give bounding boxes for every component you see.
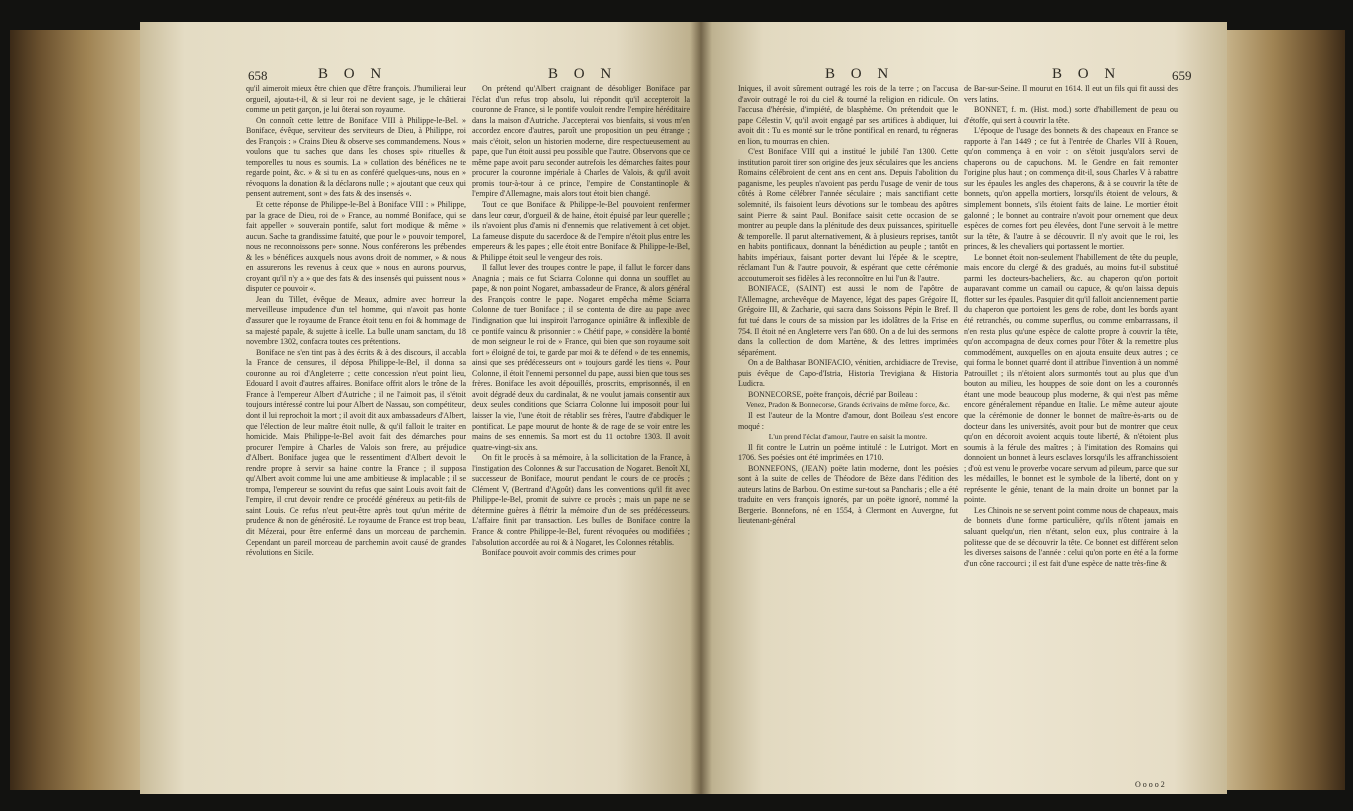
left-column-1 xyxy=(246,84,466,784)
right-page xyxy=(700,22,1227,794)
left-running-head-inner: B O N xyxy=(548,66,618,82)
left-page-number: 658 xyxy=(248,68,268,83)
right-running-head-inner: B O N xyxy=(825,66,895,82)
paragraph: BONNECORSE, poëte françois, décrié par Boileau : xyxy=(748,389,918,399)
right-column-1 xyxy=(738,84,958,784)
left-running-head-outer: B O N xyxy=(318,66,388,82)
paragraph: Les Chinois ne se servent point comme nous de chapeaux, mais de bonnets d'une forme particulière, qu'ils n'ôtent jamais en saluant quelqu'un, rien n'étant, selon eux, plus contraire à la politesse que de se découvrir la tête. Ce bonnet est différent selon les diverses saisons de l'année : celui qu'on porte en été a la forme d'un cône raccourci ; il est fait d'une espèce de natte très-fine & xyxy=(964,505,1178,568)
paragraph: Tout ce que Boniface & Philippe-le-Bel pouvoient renfermer dans leur cœur, d'orgueil & de haine, étoit épuisé par leur querelle ; ils n'avoient plus d'amis ni d'ennemis que relativement à cet objet. La fameuse dispute du sacerdoce & de l'empire n'étoit plus entre les empereurs & les papes ; elle étoit entre Boniface & Philippe-le-Bel, & Philippe étoit seul le vengeur des rois. xyxy=(472,200,690,262)
verse-quote: L'un prend l'éclat d'amour, l'autre en saisit la montre. xyxy=(768,432,928,442)
paragraph: qu'il aimeroit mieux être chien que d'être françois. J'humilierai leur orgueil, ajouta-t-il, & si leur roi ne devient sage, je le châtierai comme un petit garçon, je lui ôterai son royaume. xyxy=(246,84,466,115)
signature-mark: O o o o 2 xyxy=(1135,780,1165,789)
right-column-2 xyxy=(964,84,1178,784)
left-column-2 xyxy=(472,84,690,784)
left-page xyxy=(140,22,700,794)
paragraph: BONNET, f. m. (Hist. mod.) sorte d'habillement de peau ou d'étoffe, qui sert à couvrir la tête. xyxy=(964,105,1178,125)
paragraph: L'époque de l'usage des bonnets & des chapeaux en France se rapporte à l'an 1449 ; ce fut à l'entrée de Charles VII à Rouen, qu'on commença à en voir : on s'étoit jusqu'alors servi de chaperons ou de capuchons. M. le Gendre en fait remonter l'origine plus haut ; on commença dit-il, sous Charles V à rabattre sur les épaules les angles des chaperons, & à se couvrir la tête de bonnets, qu'on appella mortiers, lorsqu'ils étoient de velours, & simplement bonnets, s'ils étoient faits de laine. Le mortier étoit galonné ; le bonnet au contraire n'avoit pour ornement que deux espèces de cornes fort peu élevées, dont l'une servoit à le mettre sur la tête, & l'autre à se découvrir. Il n'y avoit que le roi, les princes, & les chevaliers qui portassent le mortier. xyxy=(964,126,1178,252)
book-gutter xyxy=(690,22,712,794)
paragraph: On connoît cette lettre de Boniface VIII à Philippe-le-Bel. » Boniface, évêque, serviteur des serviteurs de Dieu, à Philippe, roi des François : » Crains Dieu & observe ses commandemens. Nous » voulons que tu saches que dans les choses spi» rituelles & temporelles tu nous es soumis. La » collation des bénéfices ne te regarde point, &c. » & si tu en as conféré quelques-uns, nous en » révoquons la donation & la déclarons nulle ; » ajoutant que ceux qui pensent autrement, sont » des fats & des insensés «. xyxy=(246,115,466,199)
paragraph: C'est Boniface VIII qui a institué le jubilé l'an 1300. Cette institution paroit tirer son origine des jeux séculaires que les anciens Romains célébroient de cent ans en cent ans. Depuis l'abolition du paganisme, les peuples n'avoient pas perdu l'usage de venir de tous côtés à Rome célébrer l'année séculaire ; mais sanctifiant cette solemnité, ils faisoient leurs dévotions sur le tombeau des apôtres saint Pierre & saint Paul. Boniface saisit cette occasion de se montrer au peuple dans la plénitude des deux puissances, spirituelle & temporelle. Il parut alternativement, & à plusieurs reprises, tantôt en habits pontificaux, donnant la bénédiction au peuple ; tantôt en habits impériaux, faisant porter devant lui l'épée & le sceptre, réclamant l'un & l'autre pouvoir, & espérant que cette cérémonie accoutumeroit ses fidèles à les reconnoître en lui l'un & l'autre. xyxy=(738,147,958,283)
paragraph: BONNEFONS, (JEAN) poëte latin moderne, dont les poésies sont à la suite de celles de Théodore de Bèze dans l'édition des auteurs latins de Barbou. On estime sur-tout sa Pancharis ; elle a été traduite en vers françois ignorés, par un poëte ignoré, nommé la Bergerie. Bonnefons, né en 1554, à Clermont en Auvergne, fut lieutenant-général xyxy=(738,463,958,526)
paragraph: On fit le procès à sa mémoire, à la sollicitation de la France, à l'instigation des Colonnes & sur l'accusation de Nogaret. Benoît XI, successeur de Boniface, mourut pendant le cours de ce procès ; Clément V, (Bertrand d'Agoût) dans les conventions qu'il fit avec Philippe-le-Bel, promit de suivre ce procès ; mais un pape ne se détermine guères à flétrir la mémoire d'un de ses prédécesseurs. L'affaire finit par transaction. Les bulles de Boniface contre la France & contre Philippe-le-Bel, furent révoquées ou modifiées ; l'absolution accordée au roi & à Nogaret, les Colonnes rétablis. xyxy=(472,453,690,547)
left-page-edges xyxy=(10,30,140,790)
paragraph: Boniface ne s'en tint pas à des écrits & à des discours, il accabla la France de censures, il déposa Philippe-le-Bel, il donna sa couronne au roi d'Angleterre ; cette concession n'eut point lieu, Edouard I avoit d'autres affaires. Boniface offrit alors le trône de la France à l'empereur Albert d'Autriche ; il ne l'aimoit pas, il s'étoit toujours intéressé contre lui pour Albert de Nassau, son compétiteur, dont il lui reprochoit la mort ; il avoit dit aux ambassadeurs d'Albert, que l'élection de leur maître étoit nulle, & qu'il falloit le traiter en homicide. Mais Philippe-le-Bel avoit fait des démarches pour procurer l'empire à Charles de Valois son frere, au préjudice d'Albert. Boniface jugea que le ressentiment d'Albert devoit le rendre propre à servir sa haine contre la France ; il supposa qu'Albert avoit comme lui une ame ambitieuse & implacable ; il se trompa, l'empereur se souvint du refus que saint Louis avoit fait de l'empire, il crut devoir rendre ce procédé généreux au petit-fils de saint Louis. Ce refus n'eut peut-être après tout qu'un mérite de prudence & non de générosité. Le royaume de France est trop beau, dit Mézerai, pour être enfermé dans un morceau de parchemin. Cependant un pareil morceau de parchemin avoit causé de grandes révolutions en Sicile. xyxy=(246,347,466,558)
paragraph: On a de Balthasar BONIFACIO, vénitien, archidiacre de Trevise, puis évêque de Capo-d'Istria, Historia Trevigiana & Historia Ludicra. xyxy=(738,358,958,389)
right-running-head-outer: B O N xyxy=(1052,66,1122,82)
verse-quote: Venez, Pradon & Bonnecorse, Grands écrivains de même force, &c. xyxy=(746,400,950,410)
paragraph: Iniques, il avoit sûrement outragé les rois de la terre ; on l'accusa d'avoir outragé le roi du ciel & tourné la religion en ridicule. On l'accusa d'hérésie, d'impiété, de blasphème. On prétendoit que le pape Célestin V, qu'il avoit engagé par ses artifices à abdiquer, lui avoit dit : Tu es monté sur le trône pontifical en renard, tu régneras en lion, tu mourras en chien. xyxy=(738,84,958,146)
paragraph: Et cette réponse de Philippe-le-Bel à Boniface VIII : » Philippe, par la grace de Dieu, roi de » France, au nommé Boniface, qui se fait appeller » souverain pontife, salut fort modique & même » aucun. Sache ta grandissime fatuité, que pour le » pouvoir temporel, nous ne reconnoissons per» sonne. Nous conférerons les prébendes & les » bénéfices auxquels nous avons droit de nommer, » & nous en assurerons les revenus à ceux que » nous en aurons pourvus, croyant qu'il n'y a » que des fats & des insensés qui puissent nous » disputer ce pouvoir «. xyxy=(246,200,466,294)
paragraph: BONIFACE, (SAINT) est aussi le nom de l'apôtre de l'Allemagne, archevêque de Mayence, légat des papes Grégoire II, Grégoire III, & Zacharie, qui sacra dans Soissons Pépin le Bref. Il fut tué dans le cours de sa mission par les idolâtres de la Frise en 754. Il étoit né en Angleterre vers l'an 680. On a de lui des sermons dans la collection de dom Martène, & des lettres imprimées séparément. xyxy=(738,284,958,357)
paragraph: de Bar-sur-Seine. Il mourut en 1614. Il eut un fils qui fit aussi des vers latins. xyxy=(964,84,1178,104)
right-page-number: 659 xyxy=(1172,68,1192,83)
paragraph: Il est l'auteur de la Montre d'amour, dont Boileau s'est encore moqué : xyxy=(738,410,958,431)
paragraph: Le bonnet étoit non-seulement l'habillement de tête du peuple, mais encore du clergé & des gradués, au moins fut-il substitué parmi les docteurs-bacheliers, &c. au chaperon qu'on portoit auparavant comme un camail ou capuce, & qu'on laissa depuis flotter sur les épaules. Pasquier dit qu'il falloit anciennement partie du chaperon que portoient les gens de robe, dont les bords ayant été retranchés, ou comme superflus, ou comme embarrassans, il n'en resta plus qu'une espèce de calotte propre à couvrir la tête, qu'on accompagna de deux cornes pour l'ôter & la remettre plus commodément, auxquelles on en ajouta ensuite deux autres ; ce qui forma le bonnet quarré dont il attribue l'invention à un nommé Patrouillet ; ils n'étoient alors surmontés tout au plus que d'un bouton au milieu, les houppes de soie dont on les a couronnés étant une mode beaucoup plus moderne, & qui n'est pas même encore généralement répandue en Italie. Le même auteur ajoute que la cérémonie de donner le bonnet de maître-ès-arts ou de docteur dans les universités, avoit pour but de montrer que ceux qu'on en décoroit avoient acquis toute liberté, & n'étoient plus soumis à la férule des maîtres ; à l'imitation des Romains qui donnoient un bonnet à leurs esclaves lorsqu'ils les affranchissoient ; d'où est venu le proverbe vocare servum ad pileum, parce que sur les médailles, le bonnet est le symbole de la liberté, dont on y représente le génie, tenant de la main droite un bonnet par la pointe. xyxy=(964,252,1178,505)
paragraph: Il fit contre le Lutrin un poëme intitulé : le Lutrigot. Mort en 1706. Ses poésies ont été imprimées en 1710. xyxy=(738,442,958,463)
paragraph: Boniface pouvoit avoir commis des crimes pour xyxy=(482,548,636,558)
right-page-edges xyxy=(1225,30,1345,790)
paragraph: Il fallut lever des troupes contre le pape, il fallut le forcer dans Anagnia ; mais ce fut Sciarra Colonne qui donna un soufflet au pape, & non point Nogaret, ambassadeur de France, & alors général des François contre le pape. Nogaret empêcha même Sciarra Colonne de tuer Boniface ; il se contenta de dire au pape avec l'indignation que lui inspiroit l'arrogance opiniâtre & inflexible de ce pontife vaincu & prisonnier : » Chétif pape, » considère la bonté de mon seigneur le roi de » France, qui bien que son royaume soit fort » éloigné de toi, te garde par moi & te défend » de tes ennemis, ainsi que ses prédécesseurs ont » toujours gardé les tiens «. Pour Colonne, il étoit l'ennemi personnel du pape, aussi bien que tous ses frères. Boniface les avoit dépouillés, proscrits, emprisonnés, il en avoit dégradé deux du cardinalat, & ne voulut jamais consentir aux deux seules conditions que Sciarra Colonne lui imposoit pour lui laisser la vie, l'une étoit de rétablir ses frères, l'autre d'abdiquer le pontificat. Le pape mourut de honte & de rage de se voir entre les mains de ses ennemis. Sa mort est du 11 octobre 1303. Il avoit quatre-vingt-six ans. xyxy=(472,263,690,452)
paragraph: On prétend qu'Albert craignant de désobliger Boniface par l'éclat d'un refus trop absolu, lui répondit qu'il accepteroit la couronne de France, si le pontife vouloit rendre l'empire héréditaire dans la maison d'Autriche. J'accepterai vos bienfaits, si vous m'en accordez encore d'autres, paroît une proposition un peu étrange ; mais c'étoit, selon un historien moderne, dire respectueusement au pape, que l'un étoit aussi peu possible que l'autre. Observons que ce même pape avoit paru seconder autrefois les démarches faites pour procurer la couronne impériale à Charles de Valois, & qu'il avoit promis tour-à-tour à ce prince, l'empire de Constantinople & l'empire d'Allemagne, mais alors tout étoit bien changé. xyxy=(472,84,690,199)
paragraph: Jean du Tillet, évêque de Meaux, admire avec horreur la merveilleuse impudence d'un tel homme, qui n'avoit pas honte d'assurer que le royaume de France étoit tenu en foi & hommage de sa majesté papale, & sujette à icelle. La bulle unam sanctam, du 18 novembre 1302, confacra toutes ces prétentions. xyxy=(246,294,466,347)
